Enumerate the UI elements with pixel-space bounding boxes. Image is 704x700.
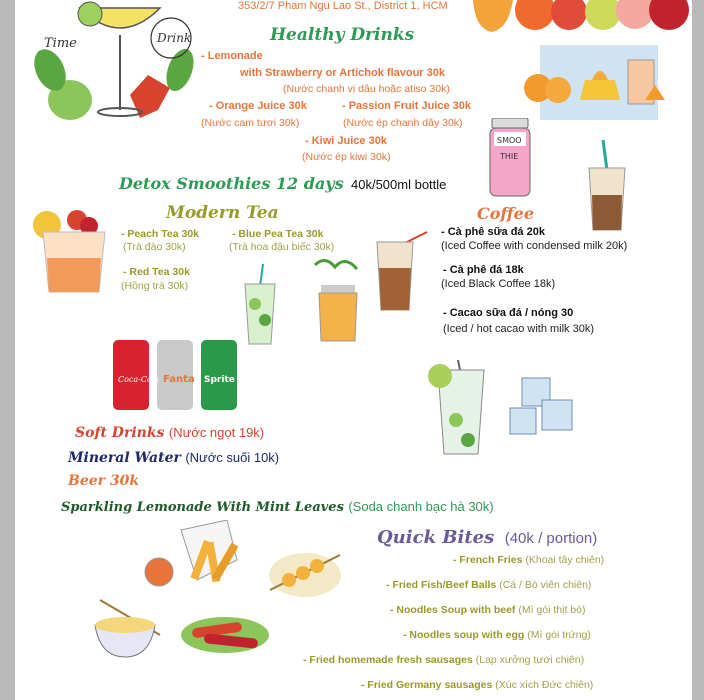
mojito-glass-illustration	[241, 264, 279, 346]
mineral-water-vn: (Nước suối 10k)	[185, 450, 280, 465]
red-tea-vn-text: (Hồng trà 30k)	[121, 280, 189, 292]
logo-time-text: Time	[44, 36, 77, 51]
coffee-heading: Coffee	[477, 204, 534, 223]
quick-item-4	[403, 629, 591, 641]
sausages-plate-illustration	[180, 610, 270, 655]
healthy-drinks-heading: Healthy Drinks	[270, 25, 415, 45]
coffee-item-1-name: - Cà phê sữa đá 20k	[441, 226, 545, 238]
jar-label-line1: SMOO	[497, 136, 522, 145]
iced-coffee-cup-illustration	[587, 140, 627, 232]
quick-bites-header	[377, 527, 597, 548]
quick-bites-heading: Quick Bites	[377, 527, 495, 548]
quick-item-6-name: - Fried Germany sausages	[361, 679, 493, 691]
jar-label-line2: THIE	[500, 152, 519, 161]
lemonade-item: - Lemonade	[201, 50, 263, 62]
quick-item-1-name: - French Fries	[453, 554, 523, 566]
quick-item-1	[453, 554, 604, 566]
passion-fruit-item: - Passion Fruit Juice 30k	[342, 100, 471, 112]
soft-drinks-vn: (Nước ngọt 19k)	[168, 425, 265, 440]
quick-item-4-vn: (Mì gói trứng)	[527, 629, 591, 641]
quick-item-2	[386, 579, 591, 591]
sparkling-lemonade-line	[61, 498, 494, 516]
coffee-item-1-desc: (Iced Coffee with condensed milk 20k)	[441, 240, 628, 252]
quick-item-3-vn: (Mì gói thịt bò)	[518, 604, 586, 616]
peach-tea-jar-illustration	[305, 255, 365, 343]
quick-item-5	[303, 654, 584, 666]
menu-page	[15, 0, 692, 700]
mineral-water-label: Mineral Water	[68, 450, 181, 466]
quick-item-1-vn: (Khoai tây chiên)	[525, 554, 605, 566]
kiwi-juice-vn-text: (Nước ép kiwi 30k)	[302, 151, 391, 163]
quick-item-5-vn: (Lạp xưởng tươi chiên)	[475, 654, 585, 666]
lemonade-vn-text: (Nước chanh vị dâu hoặc atiso 30k)	[283, 83, 450, 95]
quick-item-4-name: - Noodles soup with egg	[403, 629, 525, 641]
detox-price-text: 40k/500ml bottle	[351, 177, 447, 192]
sprite-label: Sprite	[204, 375, 235, 385]
modern-tea-heading: Modern Tea	[166, 203, 279, 223]
coffee-item-2-name: - Cà phê đá 18k	[443, 264, 524, 276]
cocktail-logo-illustration	[30, 0, 205, 128]
mineral-water-line	[68, 449, 279, 467]
fish-balls-skewer-illustration	[265, 540, 345, 605]
coffee-item-3-desc: (Iced / hot cacao with milk 30k)	[443, 323, 595, 335]
quick-item-6-vn: (Xúc xích Đức chiên)	[495, 679, 594, 691]
quick-item-6	[361, 679, 593, 691]
peach-tea-item: - Peach Tea 30k	[121, 228, 200, 240]
coca-cola-label: Coca-Cola	[118, 375, 160, 384]
quick-item-2-vn: (Cá / Bò viên chiên)	[499, 579, 592, 591]
coffee-item-3-name: - Cacao sữa đá / nóng 30	[443, 307, 574, 319]
fruit-tea-glass-illustration	[27, 200, 111, 295]
quick-item-5-name: - Fried homemade fresh sausages	[303, 654, 473, 666]
soft-drinks-label: Soft Drinks	[75, 425, 165, 441]
orange-juice-item: - Orange Juice 30k	[209, 100, 307, 112]
passion-fruit-vn-text: (Nước ép chanh dây 30k)	[343, 117, 463, 129]
french-fries-illustration	[137, 520, 242, 595]
detox-smoothies-heading: Detox Smoothies 12 days	[119, 174, 344, 193]
iced-coffee-glass-illustration	[373, 228, 431, 312]
lemonade-flavour-text: with Strawberry or Artichok flavour 30k	[240, 67, 445, 79]
quick-item-3	[390, 604, 585, 616]
noodle-bowl-illustration	[90, 595, 165, 660]
red-tea-item: - Red Tea 30k	[123, 266, 190, 278]
smoothie-jar-illustration	[488, 118, 532, 198]
fruits-illustration	[473, 0, 692, 36]
blue-pea-tea-item: - Blue Pea Tea 30k	[232, 228, 324, 240]
logo-drink-text: Drink	[157, 31, 192, 45]
fanta-label: Fanta	[163, 374, 195, 385]
quick-item-3-name: - Noodles Soup with beef	[390, 604, 516, 616]
sparkling-lemonade-vn: (Soda chanh bạc hà 30k)	[348, 499, 494, 514]
peach-tea-vn-text: (Trà đào 30k)	[123, 241, 186, 253]
orange-juice-vn-text: (Nước cam tươi 30k)	[201, 117, 300, 129]
address-text: 353/2/7 Pham Ngu Lao St., District 1, HCM	[238, 0, 448, 12]
blue-pea-tea-vn-text: (Trà hoa đậu biếc 30k)	[229, 241, 335, 253]
beer-label: Beer 30k	[68, 473, 140, 489]
quick-bites-price: (40k / portion)	[504, 530, 598, 547]
mojito-ice-illustration	[420, 350, 585, 460]
juicer-illustration	[520, 40, 670, 120]
coffee-item-2-desc: (Iced Black Coffee 18k)	[441, 278, 556, 290]
soft-drinks-line	[75, 424, 264, 442]
sparkling-lemonade-label: Sparkling Lemonade With Mint Leaves	[61, 500, 344, 515]
kiwi-juice-item: - Kiwi Juice 30k	[305, 135, 387, 147]
quick-item-2-name: - Fried Fish/Beef Balls	[386, 579, 497, 591]
soda-cans-illustration	[109, 338, 245, 413]
